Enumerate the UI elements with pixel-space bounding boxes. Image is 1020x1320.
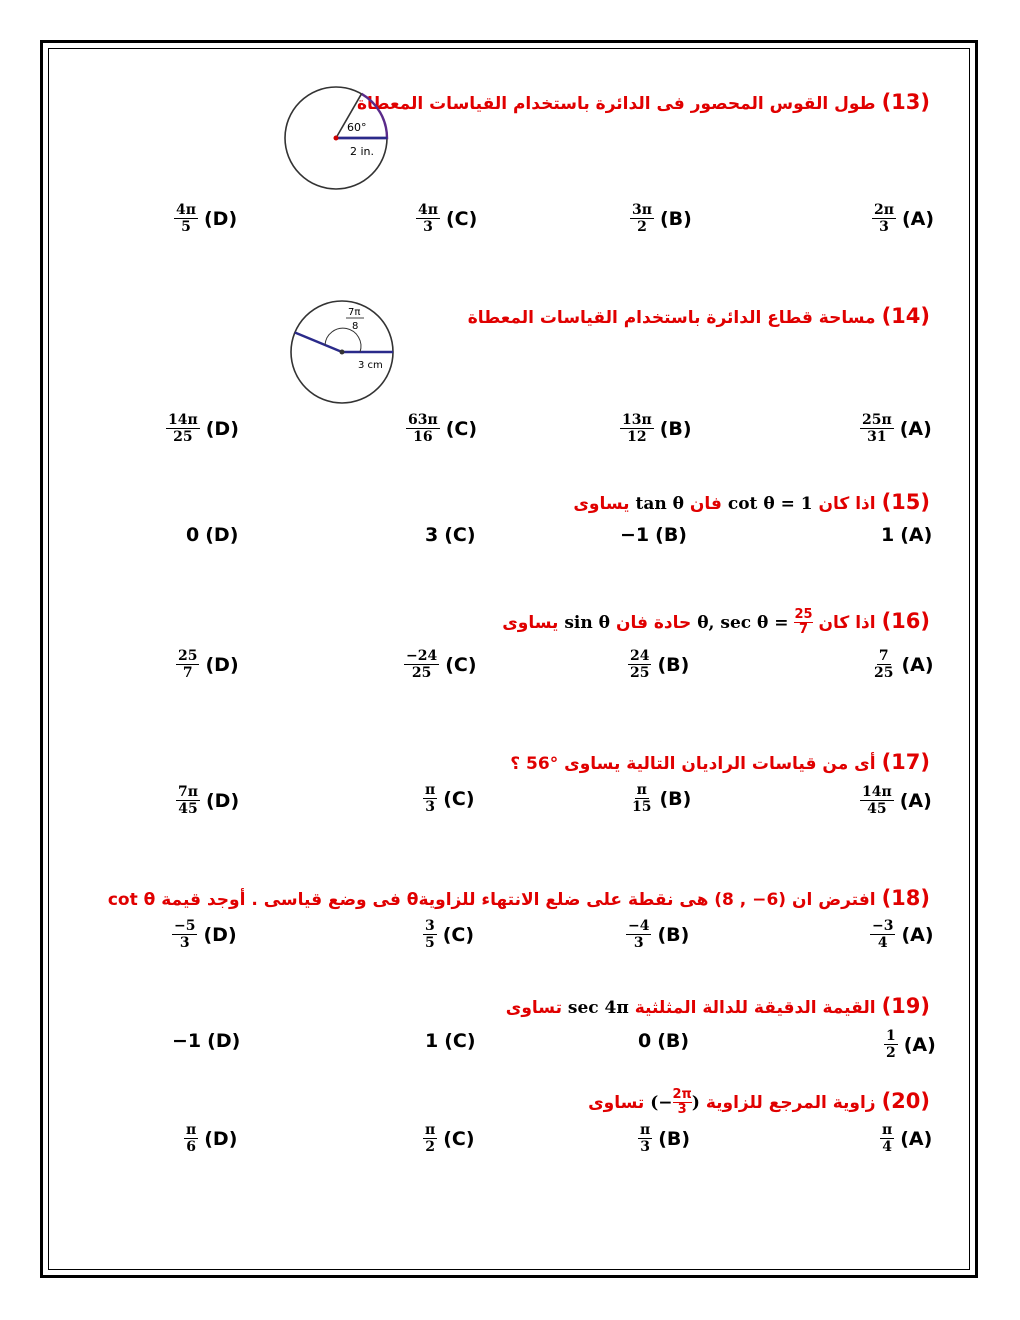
question-number: (20) [881,1088,930,1113]
option-label: (D) [207,1030,241,1052]
denominator: 2 [637,219,647,236]
option-b[interactable] [638,1122,690,1155]
denominator: 45 [867,801,887,818]
numerator: 2π [874,202,894,218]
angle-denominator: 8 [352,321,359,332]
question-13 [357,90,930,114]
option-b[interactable] [638,1030,689,1052]
option-label: (A) [900,524,933,546]
option-label: (A) [901,923,934,946]
option-d[interactable] [174,202,237,235]
option-label: (C) [444,1030,476,1052]
question-17 [510,750,930,774]
angle-numerator: 7π [348,307,361,318]
numerator: π [640,1122,651,1138]
question-text: زاوية المرجع للزاوية [705,1092,876,1113]
question-number: (19) [881,994,930,1018]
numerator: π [425,782,436,798]
option-value: 1 [425,1030,439,1052]
denominator: 25 [630,665,650,682]
denominator: 4 [882,1139,892,1156]
option-d[interactable] [176,784,239,817]
option-a[interactable] [860,412,932,445]
denominator: 25 [874,665,894,682]
question-14 [468,304,930,328]
question-text: فان [689,494,722,514]
question-number: (13) [881,90,930,114]
option-d[interactable] [184,1122,237,1155]
option-d[interactable] [166,412,239,445]
math-expression: cot θ = 1 [727,494,813,514]
numerator: π [882,1122,893,1138]
numerator: −5 [174,918,196,934]
sector-circle-figure [288,298,398,408]
question-number: (16) [881,608,930,633]
option-b[interactable] [628,648,689,681]
option-a[interactable] [884,1028,936,1061]
denominator: 25 [411,665,432,682]
option-b[interactable] [630,202,692,235]
option-label: (D) [205,524,239,546]
option-label: (C) [445,653,477,676]
denominator: 3 [879,219,889,236]
question-text: تساوى [505,998,562,1018]
numerator: 63π [408,412,438,428]
question-text: مساحة قطاع الدائرة باستخدام القياسات المعطاة [467,308,876,328]
numerator: π [636,782,647,798]
denominator: 3 [633,935,644,952]
option-label: (B) [655,524,687,546]
math-expression: sin θ [564,612,611,633]
denominator: 12 [627,429,647,446]
option-label: (B) [658,1127,691,1150]
option-c[interactable] [416,202,477,235]
math-expression: sec 4π [567,998,629,1018]
math-expression: θ, sec θ = [697,612,789,633]
option-d[interactable] [186,524,238,546]
numerator: 3π [632,202,652,218]
numerator: −4 [628,918,650,934]
option-value: −1 [172,1030,202,1052]
numerator: 3 [425,918,435,934]
option-c[interactable] [404,648,477,681]
denominator: 7 [799,622,809,638]
option-label: (D) [206,789,240,812]
question-text: طول القوس المحصور فى الدائرة باستخدام القياسات المعطاة [357,94,876,114]
option-label: (C) [445,417,478,440]
denominator: 3 [179,935,190,952]
numerator: −3 [872,918,894,934]
question-text: القيمة الدقيقة للدالة المثلثية [634,998,876,1018]
option-label: (A) [900,1127,933,1150]
option-c[interactable] [423,1122,475,1155]
denominator: 4 [877,935,888,952]
numerator: 7π [178,784,198,800]
option-a[interactable] [880,1122,932,1155]
option-label: (C) [442,923,475,946]
option-d[interactable] [172,1030,240,1052]
option-label: (C) [443,787,475,810]
option-value: −1 [620,524,650,546]
numerator: 7 [878,648,889,664]
denominator: 6 [186,1139,196,1156]
question-text: افترض ان (6− , 8) هى نقطة على ضلع الانتهاء للزاويةθ فى وضع قياسى . أوجد قيمة cot θ [107,890,876,910]
option-label: (D) [203,923,237,946]
option-value: 3 [425,524,439,546]
denominator: 16 [413,429,433,446]
denominator: 31 [867,429,887,446]
option-c[interactable] [425,524,476,546]
denominator: 7 [182,665,193,682]
option-value: 0 [638,1030,652,1052]
question-number: (15) [881,490,930,514]
arc-circle-figure [280,83,392,193]
question-19 [506,994,930,1018]
numerator: 4π [418,202,438,218]
numerator: 1 [886,1028,896,1044]
question-number: (18) [881,886,930,910]
option-value: 1 [881,524,895,546]
option-label: (A) [899,789,932,812]
numerator: 14π [168,412,198,428]
numerator: 25 [178,648,198,664]
denominator: 2 [886,1045,896,1062]
numerator: π [186,1122,197,1138]
inline-fraction [794,608,812,638]
paren: ) [691,1092,700,1113]
option-d[interactable] [176,648,239,681]
numerator: 4π [176,202,196,218]
denominator: 3 [677,1102,687,1118]
question-text: أى من قياسات الراديان التالية يساوى °56 ؟ [510,754,876,774]
radius-label: 2 in. [350,145,375,158]
option-b[interactable] [630,782,691,815]
option-label: (B) [659,417,692,440]
denominator: 45 [178,801,198,818]
option-label: (D) [204,207,238,230]
option-a[interactable] [872,648,934,681]
numerator: 14π [862,784,892,800]
numerator: 2π [672,1087,692,1102]
angle-label: 60° [347,121,367,134]
option-b[interactable] [620,412,692,445]
radius-label: 3 cm [358,360,383,371]
option-label: (D) [205,653,239,676]
question-text: تساوى [588,1092,645,1113]
numerator: 25 [794,607,813,622]
numerator: π [425,1122,436,1138]
math-expression: tan θ [635,494,684,514]
question-20 [588,1088,930,1118]
option-label: (B) [657,1030,690,1052]
question-16 [502,608,930,638]
option-label: (A) [902,207,935,230]
option-label: (B) [659,787,692,810]
option-a[interactable] [860,784,932,817]
question-text: يساوى [573,494,630,514]
question-text: اذا كان [818,494,876,514]
numerator: −24 [406,648,438,664]
denominator: 5 [181,219,191,236]
question-text: فان [615,612,648,633]
denominator: 25 [173,429,193,446]
option-a[interactable] [872,202,934,235]
denominator: 3 [423,219,433,236]
denominator: 2 [425,1139,435,1156]
option-label: (B) [657,923,690,946]
question-18 [108,886,930,910]
numerator: 24 [630,648,650,664]
option-a[interactable] [881,524,932,546]
question-number: (17) [881,750,930,774]
option-label: (C) [446,207,478,230]
question-text: اذا كان [818,612,876,633]
denominator: 3 [640,1139,650,1156]
question-text: حادة [653,612,692,633]
option-c[interactable] [425,1030,476,1052]
inline-fraction [673,1088,692,1118]
option-label: (B) [660,207,692,230]
option-label: (C) [444,524,476,546]
denominator: 3 [425,799,435,816]
option-label: (B) [657,653,690,676]
option-label: (A) [903,1033,936,1056]
denominator: 5 [425,935,435,952]
option-label: (D) [205,417,239,440]
option-label: (A) [901,653,934,676]
option-d[interactable] [172,918,237,951]
option-a[interactable] [870,918,934,951]
option-label: (D) [204,1127,238,1150]
option-label: (A) [899,417,932,440]
paren: (− [650,1092,673,1113]
denominator: 15 [632,799,652,816]
question-text: يساوى [502,612,559,633]
question-number: (14) [881,304,930,328]
question-15 [573,490,930,514]
option-c[interactable] [423,782,475,815]
option-b[interactable] [620,524,687,546]
numerator: 13π [622,412,652,428]
option-value: 0 [186,524,200,546]
option-c[interactable] [423,918,474,951]
option-c[interactable] [406,412,477,445]
option-label: (C) [443,1127,475,1150]
numerator: 25π [862,412,892,428]
option-b[interactable] [626,918,689,951]
